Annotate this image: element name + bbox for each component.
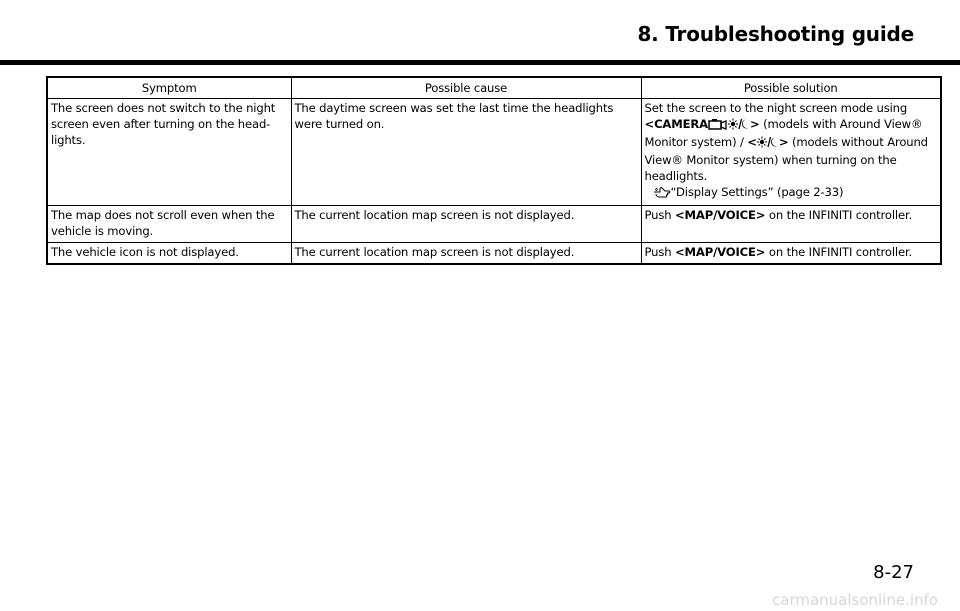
solution-text-end: on the INFINITI controller. <box>765 208 913 222</box>
table-header-row <box>47 77 941 99</box>
solution-text: Push <box>644 245 675 259</box>
day-night-icon <box>728 118 750 134</box>
solution-cell <box>641 206 941 243</box>
solution-text: Push <box>644 208 675 222</box>
cause-cell: The daytime screen was set the last time the headlights were turned on. <box>291 99 641 206</box>
solution-text-end: (models without Around View® Monitor system) when turning on the headlights. <box>644 135 928 183</box>
solution-cell <box>641 243 941 265</box>
cause-cell: The current location map screen is not displayed. <box>291 243 641 265</box>
page-number: 8-27 <box>873 562 914 583</box>
map-voice-button-label: <MAP/VOICE> <box>674 245 766 259</box>
troubleshooting-table <box>46 76 942 265</box>
table-row <box>47 99 941 206</box>
symptom-cell: The vehicle icon is not displayed. <box>47 243 291 265</box>
reference-text: “Display Settings” (page 2-33) <box>670 185 844 199</box>
cause-cell: The current location map screen is not displayed. <box>291 206 641 243</box>
solution-cell <box>641 99 941 206</box>
solution-text-end: on the INFINITI controller. <box>765 245 913 259</box>
solution-text: Set the screen to the night screen mode using <box>644 101 908 115</box>
table-row <box>47 243 941 265</box>
day-night-icon <box>757 136 779 152</box>
symptom-cell: The map does not scroll even when the vehicle is moving. <box>47 206 291 243</box>
column-header-symptom: Symptom <box>47 77 291 99</box>
header-rule <box>0 60 960 65</box>
watermark: carmanualsonline.info <box>772 591 938 609</box>
reference-link[interactable] <box>645 185 844 199</box>
table-row <box>47 206 941 243</box>
section-title: 8. Troubleshooting guide <box>637 22 914 46</box>
solution-text-cont: (models with Around View® Monitor system) / <box>644 117 923 149</box>
daynight-button-open: < <box>747 135 757 149</box>
camera-button-label: <CAMERA <box>644 117 709 131</box>
camera-icon <box>708 118 728 134</box>
column-header-cause: Possible cause <box>291 77 641 99</box>
symptom-cell: The screen does not switch to the night screen even after turning on the head-lights. <box>47 99 291 206</box>
camera-button-close: > <box>750 117 760 131</box>
map-voice-button-label: <MAP/VOICE> <box>674 208 766 222</box>
daynight-button-close: > <box>778 135 789 149</box>
reference-hand-icon <box>653 186 671 202</box>
column-header-solution: Possible solution <box>641 77 941 99</box>
